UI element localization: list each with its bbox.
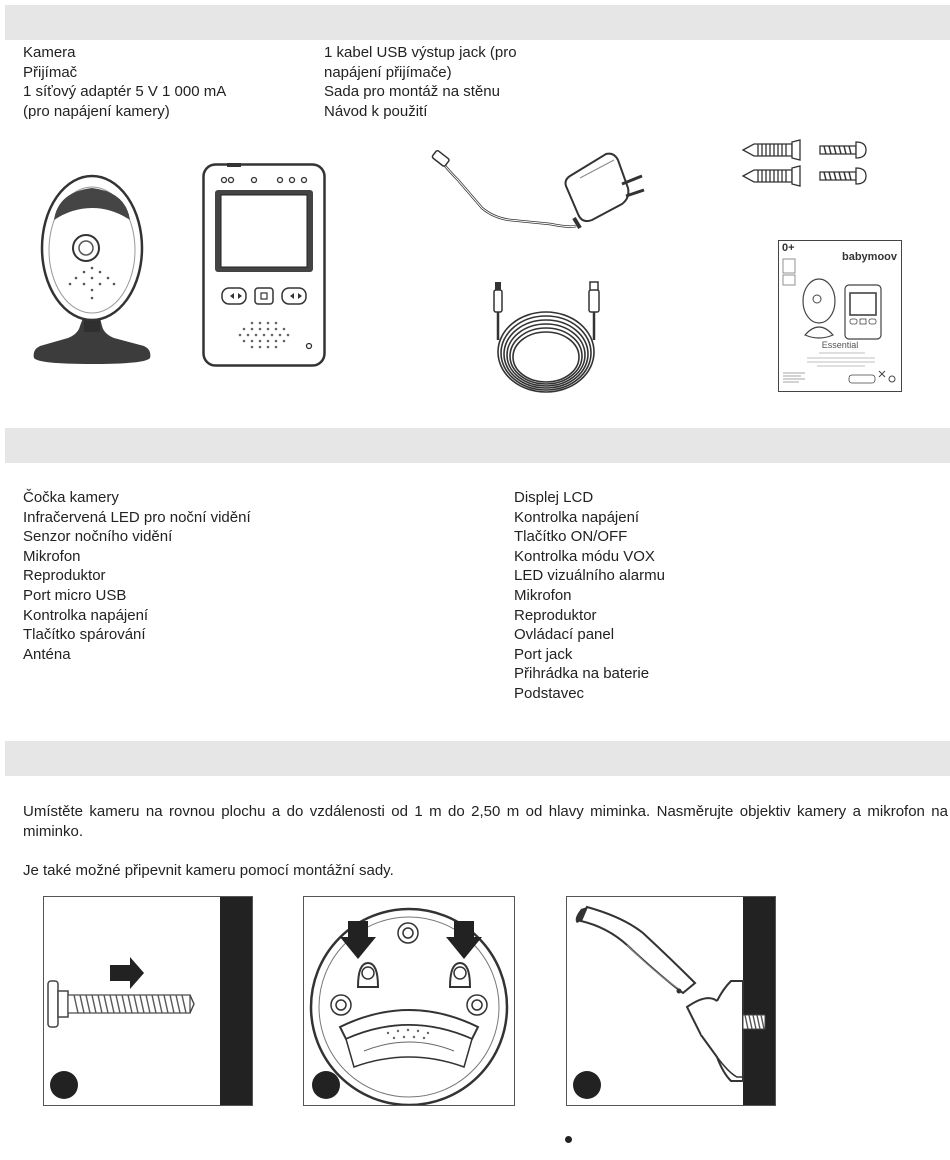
- list-item: Kontrolka napájení: [23, 606, 149, 624]
- installation-step-2-figure: [303, 896, 515, 1106]
- step-number-badge: [50, 1071, 78, 1099]
- contents-list-right: [324, 43, 517, 121]
- list-item: Reproduktor: [514, 606, 597, 624]
- power-adapter-illustration: [430, 148, 645, 240]
- list-item: Anténa: [23, 645, 71, 663]
- list-item: Port micro USB: [23, 586, 127, 604]
- list-item: Displej LCD: [514, 489, 594, 506]
- camera-illustration: [28, 168, 156, 368]
- manual-product-name: Essential: [821, 340, 859, 350]
- arrow-icon: [110, 957, 144, 989]
- list-item: Ovládací panel: [514, 626, 615, 644]
- step-number-badge: [312, 1071, 340, 1099]
- contents-item: 1 kabel USB výstup jack (pro: [324, 44, 517, 61]
- section-header-parts: [5, 428, 950, 463]
- receiver-illustration: [202, 163, 326, 367]
- contents-item: (pro napájení kamery): [23, 102, 170, 120]
- list-item: Čočka kamery: [23, 489, 119, 506]
- list-item: LED vizuálního alarmu: [514, 567, 665, 585]
- list-item: Tlačítko spárování: [23, 626, 146, 644]
- receiver-parts-list: [514, 488, 665, 704]
- list-item: Mikrofon: [23, 547, 81, 565]
- camera-parts-list: [23, 488, 251, 664]
- section-header-contents: [5, 5, 950, 40]
- contents-item: Návod k použití: [324, 102, 428, 120]
- user-manual-illustration: [778, 240, 902, 392]
- installation-paragraph-2: Je také možné připevnit kameru pomocí montážní sady.: [23, 862, 394, 879]
- list-item: Kontrolka módu VOX: [514, 547, 655, 565]
- installation-step-3-figure: [566, 896, 776, 1106]
- step-number-badge: [573, 1071, 601, 1099]
- page-dot: [565, 1136, 572, 1143]
- list-item: Infračervená LED pro noční vidění: [23, 508, 251, 526]
- mounting-kit-illustration: [740, 138, 870, 190]
- contents-list-left: [23, 43, 226, 121]
- list-item: Senzor nočního vidění: [23, 528, 173, 546]
- usb-cable-illustration: [482, 280, 614, 398]
- contents-item: Přijímač: [23, 63, 78, 81]
- list-item: Reproduktor: [23, 567, 106, 585]
- contents-item: Kamera: [23, 44, 76, 61]
- list-item: Podstavec: [514, 684, 585, 702]
- manual-age-label: 0+: [782, 242, 795, 254]
- contents-item: napájení přijímače): [324, 63, 452, 81]
- list-item: Mikrofon: [514, 586, 572, 604]
- contents-item: Sada pro montáž na stěnu: [324, 83, 500, 101]
- installation-step-1-figure: [43, 896, 253, 1106]
- list-item: Tlačítko ON/OFF: [514, 528, 628, 546]
- manual-brand-logo: babymoov: [841, 251, 897, 263]
- section-header-installation: [5, 741, 950, 776]
- list-item: Port jack: [514, 645, 573, 663]
- installation-paragraph-1: Umístěte kameru na rovnou plochu a do vzdálenosti od 1 m do 2,50 m od hlavy miminka. Nasměrujte objektiv kamery a mikrofon na miminko.: [23, 803, 948, 840]
- list-item: Přihrádka na baterie: [514, 665, 650, 683]
- contents-item: 1 síťový adaptér 5 V 1 000 mA: [23, 83, 227, 101]
- list-item: Kontrolka napájení: [514, 508, 640, 526]
